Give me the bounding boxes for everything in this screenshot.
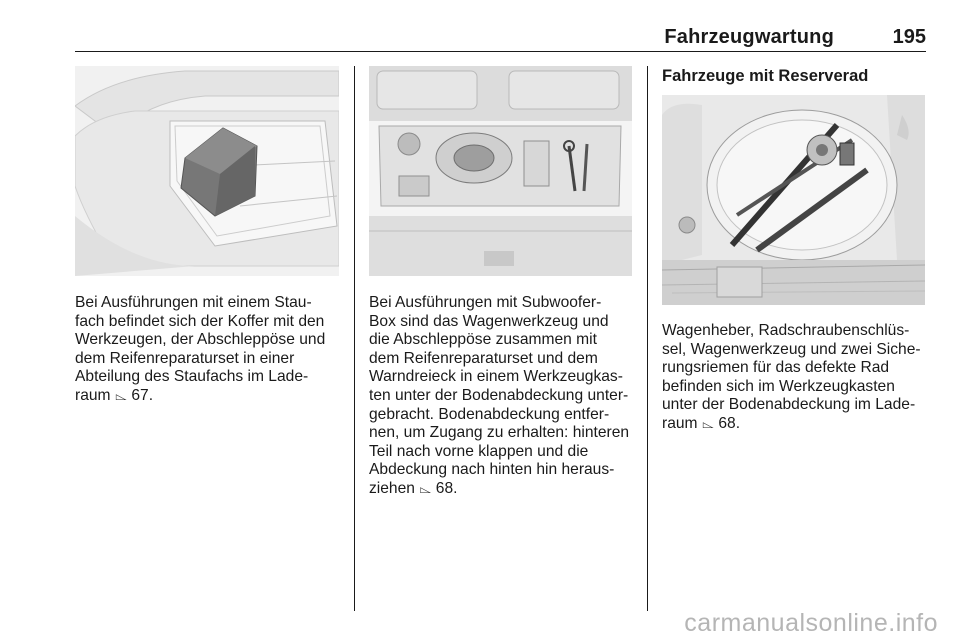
column-divider-2: [647, 66, 648, 611]
figure-cargo-box: [75, 66, 339, 276]
text-line-page-ref[interactable]: ziehen ⌳ 68.: [369, 479, 458, 497]
text-line: befinden sich im Werkzeugkasten: [662, 377, 895, 395]
text-line-page-ref[interactable]: raum ⌳ 68.: [662, 414, 741, 432]
body-text-column-1: [75, 294, 325, 406]
column-divider-1: [354, 66, 355, 611]
text-line: die Abschleppöse zusammen mit: [369, 331, 597, 349]
text-line: Abdeckung nach hinten hin heraus-: [369, 461, 615, 479]
text-line: Werkzeugen, der Abschleppöse und: [75, 331, 326, 349]
page-number: 195: [892, 26, 926, 48]
text-line: Wagenheber, Radschraubenschlüs-: [662, 322, 910, 339]
section-heading-spare-wheel: Fahrzeuge mit Reserverad: [662, 67, 869, 85]
cargo-box-illustration: [75, 66, 339, 276]
text-line: dem Reifenreparaturset und dem: [369, 349, 598, 367]
watermark: carmanualsonline.info: [684, 609, 938, 637]
text-line: Warndreieck in einem Werkzeugkas-: [369, 368, 623, 386]
text-line: unter der Bodenabdeckung im Lade-: [662, 396, 916, 414]
text-line: rungsriemen für das defekte Rad: [662, 359, 890, 377]
body-text-column-2: [369, 294, 629, 499]
text-line: nen, um Zugang zu erhalten: hinteren: [369, 424, 630, 442]
text-line: Bei Ausführungen mit Subwoofer-: [369, 294, 602, 311]
text-line: Abteilung des Staufachs im Lade-: [75, 368, 309, 386]
text-line-page-ref[interactable]: raum ⌳ 67.: [75, 386, 154, 404]
header-rule: [75, 51, 926, 52]
text-line: gebracht. Bodenabdeckung entfer-: [369, 405, 610, 423]
text-line: fach befindet sich der Koffer mit den: [75, 312, 325, 330]
spare-wheel-tools-illustration: [662, 95, 925, 305]
text-line: Box sind das Wagenwerkzeug und: [369, 312, 609, 330]
page-header: [75, 18, 926, 52]
body-text-column-3: [662, 322, 921, 434]
text-line: Bei Ausführungen mit einem Stau-: [75, 294, 312, 311]
text-line: dem Reifenreparaturset in einer: [75, 349, 295, 367]
figure-spare-wheel: [662, 95, 925, 305]
subwoofer-tool-tray-illustration: [369, 66, 632, 276]
header-title: Fahrzeugwartung: [664, 26, 834, 48]
text-line: Teil nach vorne klappen und die: [369, 442, 589, 460]
text-line: sel, Wagenwerkzeug und zwei Siche-: [662, 340, 921, 358]
figure-subwoofer-tray: [369, 66, 632, 276]
text-line: ten unter der Bodenabdeckung unter-: [369, 386, 629, 404]
